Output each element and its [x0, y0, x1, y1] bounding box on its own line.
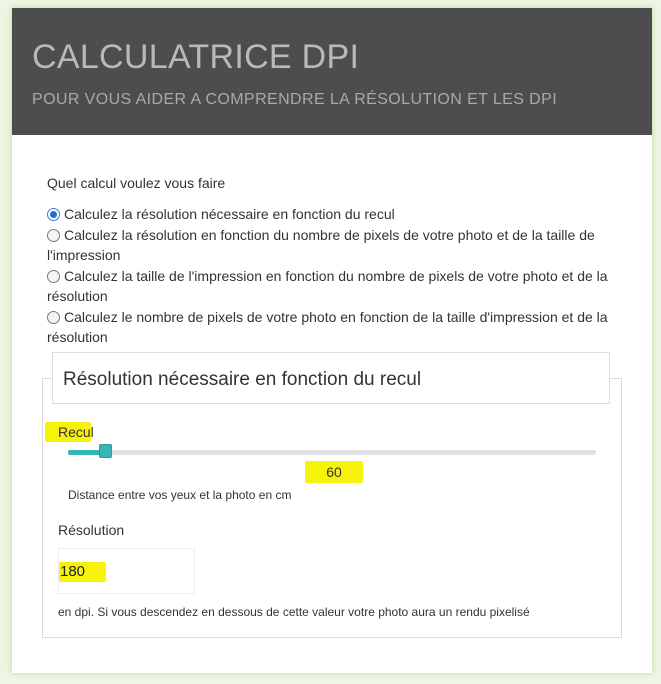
radio-option-1[interactable] — [47, 208, 60, 221]
calc-option-1-label[interactable]: Calculez la résolution nécessaire en fonction du recul — [64, 206, 395, 222]
calc-option-4[interactable] — [47, 307, 627, 348]
calc-option-4-label[interactable]: Calculez le nombre de pixels de votre photo en fonction de la taille d'impression et de la résolution — [47, 308, 608, 345]
calc-option-2-label[interactable]: Calculez la résolution en fonction du nombre de pixels de votre photo et de la taille de l'impression — [47, 226, 595, 263]
recul-slider[interactable] — [68, 450, 596, 455]
recul-help-text: Distance entre vos yeux et la photo en cm — [68, 488, 292, 502]
resolution-label: Résolution — [58, 522, 125, 538]
calc-option-3[interactable] — [47, 266, 627, 307]
resolution-field[interactable] — [58, 548, 195, 594]
radio-option-2[interactable] — [47, 229, 60, 242]
radio-option-3[interactable] — [47, 270, 60, 283]
panel-title-box — [52, 352, 610, 404]
page-title: CALCULATRICE DPI — [32, 38, 360, 76]
calculator-card — [12, 8, 652, 673]
calc-option-1[interactable] — [47, 204, 627, 225]
calc-option-3-label[interactable]: Calculez la taille de l'impression en fonction du nombre de pixels de votre photo et de la résolution — [47, 267, 608, 304]
recul-slider-handle[interactable] — [99, 444, 112, 458]
calc-option-2[interactable] — [47, 225, 627, 266]
panel-title: Résolution nécessaire en fonction du recul — [63, 369, 422, 390]
calc-panel — [42, 378, 622, 638]
calc-options-group — [47, 204, 627, 348]
recul-label: Recul — [45, 422, 91, 442]
calc-question-label: Quel calcul voulez vous faire — [47, 175, 226, 191]
recul-value: 60 — [305, 461, 363, 483]
header-banner — [12, 8, 652, 135]
page-subtitle: POUR VOUS AIDER A COMPRENDRE LA RÉSOLUTION ET LES DPI — [32, 91, 558, 108]
resolution-value[interactable]: 180 — [59, 562, 106, 582]
radio-option-4[interactable] — [47, 311, 60, 324]
resolution-help-text: en dpi. Si vous descendez en dessous de cette valeur votre photo aura un rendu pixelisé — [58, 605, 530, 619]
